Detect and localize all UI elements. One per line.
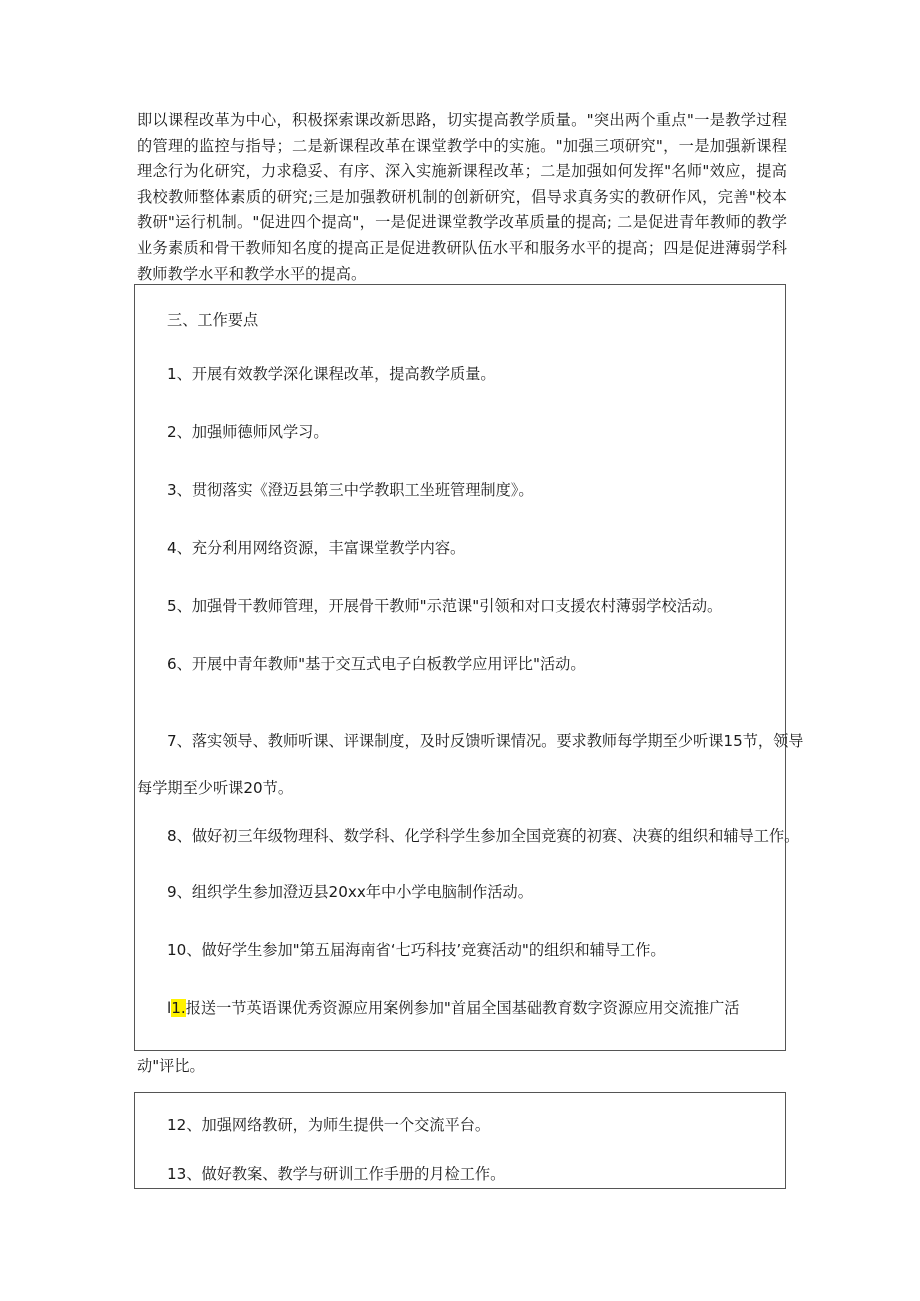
list-item-11: [167, 998, 739, 1018]
list-item-1: 1、开展有效教学深化课程改革，提高教学质量。: [167, 365, 496, 383]
list-item-6: 6、开展中青年教师"基于交互式电子白板教学应用评比"活动。: [167, 655, 586, 673]
list-item-12: 12、加强网络教研，为师生提供一个交流平台。: [167, 1116, 491, 1134]
item-11-prefix: l: [167, 999, 172, 1017]
list-item-7-continued: 每学期至少听课20节。: [137, 779, 294, 797]
intro-paragraph: 即以课程改革为中心，积极探索课改新思路，切实提高教学质量。"突出两个重点"一是教学过程的管理的监控与指导；二是新课程改革在课堂教学中的实施。"加强三项研究"，一是加强新课程理念行为化研究，力求稳妥、有序、深入实施新课程改革；二是加强如何发挥"名师"效应，提高我校教师整体素质的研究;三是加强教研机制的创新研究，倡导求真务实的教研作风，完善"校本教研"运行机制。"促进四个提高"，一是促进课堂教学改革质量的提高; 二是促进青年教师的教学业务素质和骨干教师知名度的提高正是促进教研队伍水平和服务水平的提高；四是促进薄弱学科教师教学水平和教学水平的提高。: [137, 111, 787, 283]
list-item-2: 2、加强师德师风学习。: [167, 423, 329, 441]
item-11-text: 报送一节英语课优秀资源应用案例参加"首届全国基础教育数字资源应用交流推广活: [185, 999, 740, 1017]
section-heading: 三、工作要点: [167, 311, 259, 329]
highlight-mark: 1.: [171, 999, 186, 1017]
list-item-8: 8、做好初三年级物理科、数学科、化学科学生参加全国竞赛的初赛、决赛的组织和辅导工作。: [167, 827, 800, 845]
list-item-11-continued: 动"评比。: [137, 1057, 205, 1075]
list-item-5: 5、加强骨干教师管理，开展骨干教师"示范课"引领和对口支援农村薄弱学校活动。: [167, 597, 723, 615]
list-item-3: 3、贯彻落实《澄迈县第三中学教职工坐班管理制度》。: [167, 481, 534, 499]
list-item-10: 10、做好学生参加"第五届海南省‘七巧科技’竞赛活动"的组织和辅导工作。: [167, 941, 666, 959]
list-item-9: 9、组织学生参加澄迈县20xx年中小学电脑制作活动。: [167, 883, 533, 901]
list-item-13: 13、做好教案、教学与研训工作手册的月检工作。: [167, 1165, 506, 1183]
list-item-4: 4、充分利用网络资源，丰富课堂教学内容。: [167, 539, 466, 557]
list-item-7: 7、落实领导、教师听课、评课制度，及时反馈听课情况。要求教师每学期至少听课15节，领导: [167, 732, 804, 750]
